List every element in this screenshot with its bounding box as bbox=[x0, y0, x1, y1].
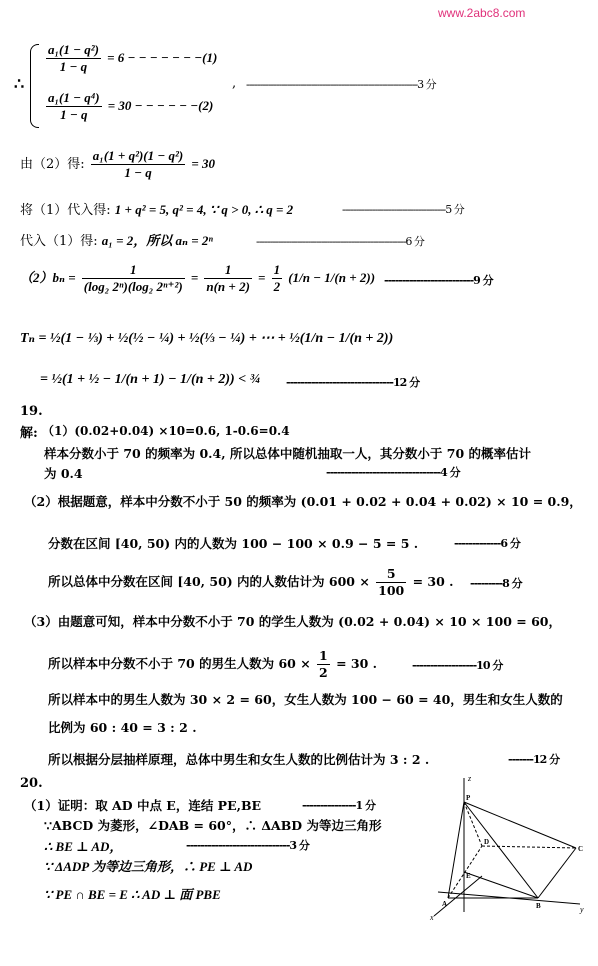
q19-part3-line5: 所以根据分层抽样原理，总体中男生和女生人数的比例估计为 3 : 2 . bbox=[48, 752, 430, 767]
label-x: x bbox=[430, 913, 434, 922]
edge-PB bbox=[464, 802, 538, 898]
q20-line5: ∵ PE ∩ BE = E ∴ AD ⊥ 面 PBE bbox=[44, 887, 221, 902]
q20-line1: （1）证明：取 AD 中点 E，连结 PE,BE bbox=[24, 798, 262, 813]
score-12b: -------12 分 bbox=[508, 753, 560, 766]
label-C: C bbox=[578, 845, 584, 853]
q20-number: 20. bbox=[20, 776, 43, 791]
q19-part1-text2: 为 0.4 bbox=[44, 466, 83, 481]
tn-result: = ½(1 + ½ − 1/(n + 1) − 1/(n + 2)) < ¾ bbox=[40, 372, 261, 387]
tn-formula: Tₙ = ½(1 − ⅓) + ½(½ − ¼) + ½(⅓ − ¼) + ⋯ + ½(1/n − 1/(n + 2)) bbox=[20, 331, 394, 346]
score-10: ------------------10 分 bbox=[412, 659, 503, 672]
q20-line2: ∵ABCD 为菱形，∠DAB = 60°，∴ ΔABD 为等边三角形 bbox=[44, 818, 382, 833]
score-8: ---------8 分 bbox=[470, 577, 522, 590]
q19-part2-text: （2）根据题意，样本中分数不小于 50 的频率为 (0.01 + 0.02 + 0.04 + 0.02) × 10 = 0.9， bbox=[24, 494, 582, 509]
q20-line3: ∴ BE ⊥ AD， bbox=[44, 839, 123, 854]
q20-line4: ∵ ΔADP 为等边三角形，∴ PE ⊥ AD bbox=[44, 859, 253, 874]
q19-part1-text1: 样本分数小于 70 的频率为 0.4, 所以总体中随机抽取一人，其分数小于 70 的概率估计 bbox=[44, 446, 532, 461]
edge-BE bbox=[464, 872, 538, 898]
score-9: -------------------------9 分 bbox=[384, 274, 493, 287]
score-3: ---------------------------------------------------------------3 分 bbox=[246, 78, 436, 91]
label-y: y bbox=[580, 905, 584, 914]
score-1: ---------------1 分 bbox=[302, 799, 375, 812]
label-D: D bbox=[484, 838, 490, 846]
label-B: B bbox=[536, 902, 541, 910]
label-E: E bbox=[466, 872, 471, 880]
score-5: --------------------------------------5 分 bbox=[342, 203, 464, 216]
therefore-symbol: ∴ bbox=[14, 74, 25, 93]
q19-part3-text: （3）由题意可知，样本中分数不小于 70 的学生人数为 (0.02 + 0.04) × 10 × 100 = 60， bbox=[24, 614, 561, 629]
label-A: A bbox=[442, 900, 448, 908]
x-axis bbox=[434, 876, 482, 916]
score-4: --------------------------------4 分 bbox=[326, 466, 460, 479]
q19-part2-line3: 所以总体中分数在区间 [40, 50) 内的人数估计为 600 × $\frac{5}{100}$ = 30 . bbox=[48, 566, 454, 598]
from-eq2: 由（2）得: $\frac{\text{a₁(1 + q²)(1 − q²)}}{1 - q}$ = 30 bbox=[20, 148, 216, 180]
equation-2: $\frac{\text{a₁(1 − q⁴)}}{1 - q}$ = 30 − − − − − −(2) bbox=[48, 90, 214, 122]
q19-part3-line4: 比例为 60 : 40 = 3 : 2 . bbox=[48, 720, 197, 735]
label-z: z bbox=[468, 774, 472, 783]
q19-part2-line2: 分数在区间 [40, 50) 内的人数为 100 − 100 × 0.9 − 5 = 5 . bbox=[48, 536, 419, 551]
q19-solve-label: 解: bbox=[20, 426, 38, 441]
pyramid-figure bbox=[420, 772, 592, 922]
substitute-line-1: 将（1）代入得: 1 + q² = 5, q² = 4, ∵ q > 0, ∴ q = 2 bbox=[20, 202, 294, 218]
edge-PA bbox=[448, 802, 464, 898]
equation-comma: , bbox=[232, 76, 237, 91]
bn-formula: （2）bₙ = $\frac{1}{\text{(log₂ 2ⁿ)(log₂ 2ⁿ⁺²)}}$ = $\frac{1}{n(n + 2)}$ = $\frac{1}{2}$ (1/n − 1/(n + 2)) bbox=[20, 262, 376, 294]
edge-BC bbox=[538, 848, 576, 898]
score-6b: -------------6 分 bbox=[454, 537, 520, 550]
equation-1: $\frac{\text{a₁(1 − q²)}}{1 - q}$ = 6 − − − − − − −(1) bbox=[48, 42, 218, 74]
q19-part3-line3: 所以样本中的男生人数为 30 × 2 = 60，女生人数为 100 − 60 = 40，男生和女生人数的 bbox=[48, 692, 563, 707]
q19-part3-line2: 所以样本中分数不小于 70 的男生人数为 60 × $\frac{1}{2}$ = 30 . bbox=[48, 648, 378, 680]
equation-brace bbox=[30, 44, 39, 128]
score-3b: -----------------------------3 分 bbox=[186, 839, 309, 852]
substitute-line-2: 代入（1）得: a₁ = 2，所以 aₙ = 2ⁿ bbox=[20, 233, 213, 249]
score-6: -------------------------------------------------------6 分 bbox=[256, 235, 424, 248]
q19-number: 19. bbox=[20, 404, 43, 419]
edge-DC bbox=[482, 846, 576, 848]
watermark-url: www.2abc8.com bbox=[438, 6, 526, 20]
edge-PC bbox=[464, 802, 576, 848]
label-P: P bbox=[466, 794, 471, 802]
q19-part1-calc: （1）(0.02+0.04) ×10=0.6, 1-0.6=0.4 bbox=[42, 424, 290, 438]
score-12a: ------------------------------12 分 bbox=[286, 376, 420, 389]
